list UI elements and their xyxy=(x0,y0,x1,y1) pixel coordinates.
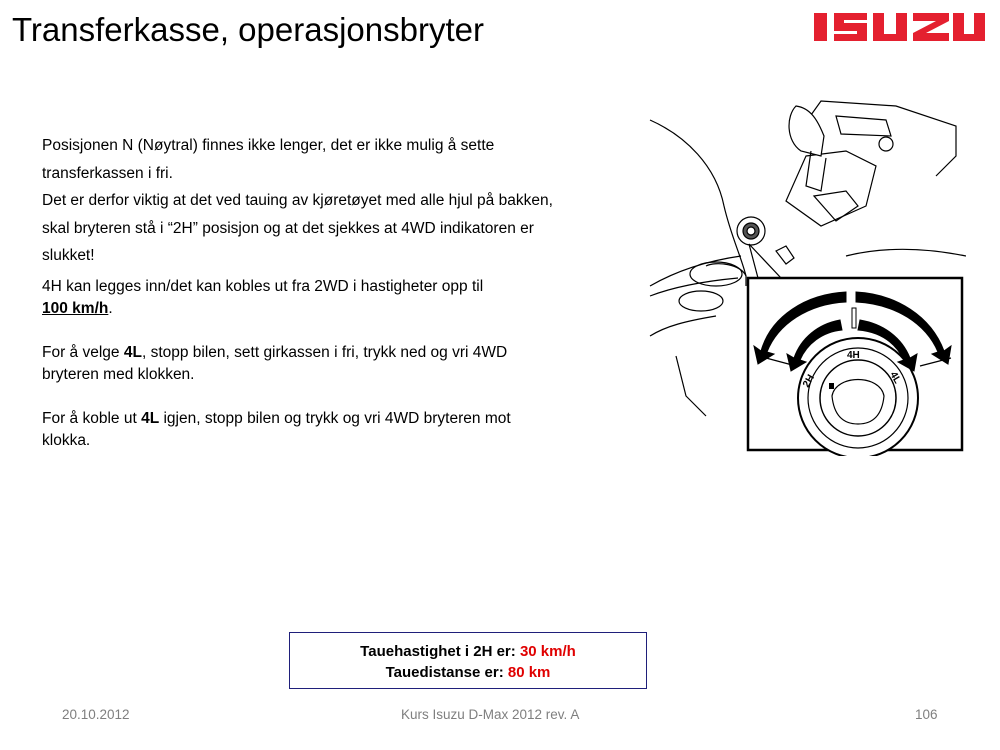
footer-course: Kurs Isuzu D-Max 2012 rev. A xyxy=(401,707,580,722)
paragraph-disengage-4l: For å koble ut 4L igjen, stopp bilen og trykk og vri 4WD bryteren mot klokka. xyxy=(42,409,511,449)
transfer-switch-illustration xyxy=(646,96,966,456)
dial-label-4h: 4H xyxy=(847,350,860,361)
tow-speed-value: 30 km/h xyxy=(519,643,576,660)
footer-page-number: 106 xyxy=(915,707,938,722)
paragraph-4h-speed: 4H kan legges inn/det kan kobles ut fra 2WD i hastigheter opp til 100 km/h. xyxy=(42,277,484,317)
isuzu-logo xyxy=(812,10,987,44)
towing-info-box: Tauehastighet i 2H er: 30 km/h Tauedistanse er: 80 km xyxy=(289,632,647,689)
paragraph-select-4l: For å velge 4L, stopp bilen, sett girkassen i fri, trykk ned og vri 4WD bryteren med klokken. xyxy=(42,343,508,383)
footer-date: 20.10.2012 xyxy=(62,707,130,722)
body-text xyxy=(42,132,642,452)
tow-distance-value: 80 km xyxy=(507,664,551,681)
paragraph-neutral: Posisjonen N (Nøytral) finnes ikke lenger, det er ikke mulig å sette transferkassen i fri. Det er derfor viktig at det ved tauing av kjøretøyet med alle hjul på bakken, skal bryteren stå i “2H” posisjon og at det sjekkes at 4WD indikatoren er slukket! xyxy=(42,137,553,264)
page-title: Transferkasse, operasjonsbryter xyxy=(12,11,484,48)
dial-label-4l: 4L xyxy=(887,370,903,386)
speed-limit: 100 km/h xyxy=(42,299,109,317)
dial-label-2h: 2H xyxy=(801,372,817,390)
